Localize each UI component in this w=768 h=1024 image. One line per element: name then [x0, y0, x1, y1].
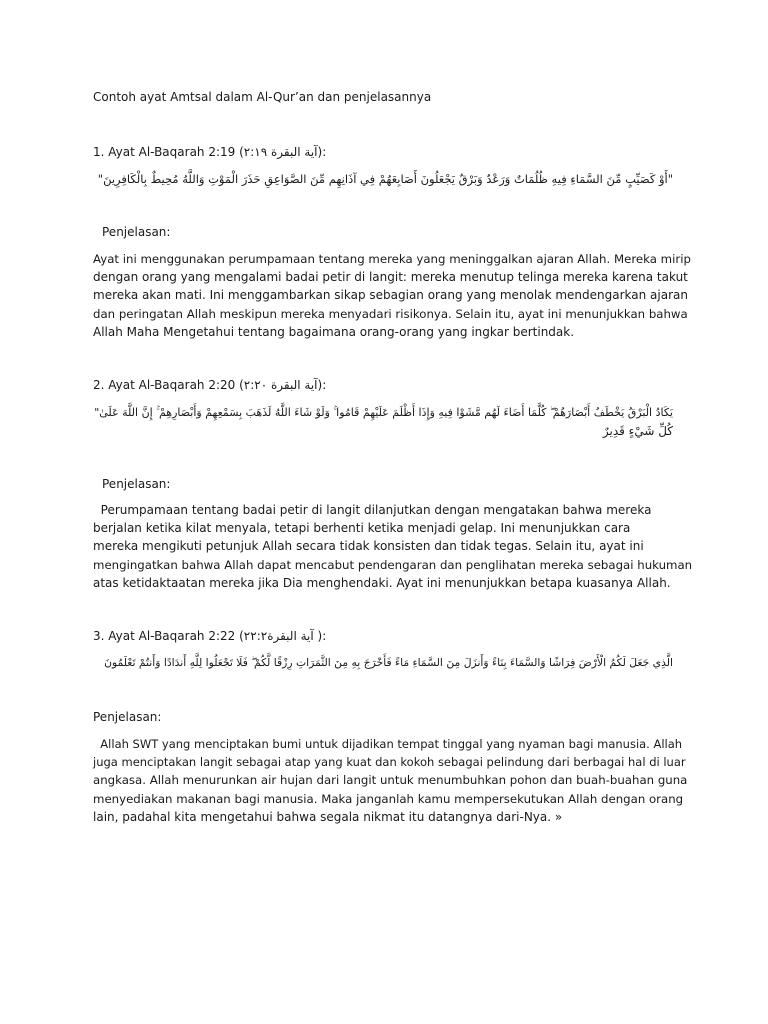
- section-3-line-2: juga menciptakan langit sebagai atap yang kuat dan kokoh sebagai pelindung dari berbagai hal di luar: [93, 755, 686, 770]
- section-2-explanation: [93, 501, 693, 592]
- section-3-arabic-line-1: الَّذِي جَعَلَ لَكُمُ الْأَرْضَ فِرَاشًا وَالسَّمَاءَ بِنَاءً وَأَنزَلَ مِنَ السَّمَاءِ مَاءً فَأَخْرَجَ بِهِ مِنَ الثَّمَرَاتِ رِزْقًا لَّكُمْ ۖ فَلَا تَجْعَلُوا لِلَّهِ أَندَادًا وَأَنتُمْ تَعْلَمُونَ: [104, 656, 673, 669]
- section-1-line-3: mereka akan mati. Ini menggambarkan sikap sebagian orang yang menolak mendengarkan ajaran: [93, 288, 688, 303]
- section-3-explanation-label: Penjelasan:: [93, 710, 162, 724]
- section-3-line-4: menyediakan makanan bagi manusia. Maka janganlah kamu mempersekutukan Allah dengan orang: [93, 791, 684, 806]
- section-2-line-4: mengingatkan bahwa Allah dapat mencabut pendengaran dan penglihatan mereka sebagai hukuman: [93, 557, 693, 572]
- section-1-line-2: dengan orang yang mengalami badai petir di langit: mereka menutup telinga mereka karena takut: [93, 270, 688, 285]
- section-2-arabic-line-1: يَكَادُ الْبَرْقُ يَخْطَفُ أَبْصَارَهُمْ ۖ كُلَّمَا أَضَاءَ لَهُم مَّشَوْا فِيهِ وَإِذَا أَظْلَمَ عَلَيْهِمْ قَامُوا ۚ وَلَوْ شَاءَ اللَّهُ لَذَهَبَ بِسَمْعِهِمْ وَأَبْصَارِهِمْ ۚ إِنَّ اللَّهَ عَلَىٰ": [94, 406, 673, 419]
- section-1-explanation: [93, 250, 691, 341]
- section-1-line-4: dan peringatan Allah meskipun mereka menyadari risikonya. Selain itu, ayat ini menunjukkan bahwa: [93, 306, 688, 321]
- document-title: Contoh ayat Amtsal dalam Al-Qur’an dan penjelasannya: [93, 90, 432, 104]
- section-2-heading: 2. Ayat Al-Baqarah 2:20 (آية البقرة ٢:٢٠):: [93, 378, 327, 392]
- section-2-line-1: Perumpamaan tentang badai petir di langit dilanjutkan dengan mengatakan bahwa mereka: [93, 503, 652, 517]
- section-2-explanation-label: Penjelasan:: [102, 477, 171, 491]
- section-3-line-3: angkasa. Allah menurunkan air hujan dari langit untuk menumbuhkan pohon dan buah-buahan guna: [93, 773, 688, 788]
- section-3-line-5: lain, padahal kita mengetahui bahwa segala nikmat itu datangnya dari-Nya. »: [93, 809, 563, 824]
- section-3-line-1: Allah SWT yang menciptakan bumi untuk dijadikan tempat tinggal yang nyaman bagi manusia. Allah: [93, 737, 683, 751]
- section-1-arabic-line-1: "أَوْ كَصَيِّبٍ مِّنَ السَّمَاءِ فِيهِ ظُلُمَاتٌ وَرَعْدٌ وَبَرْقٌ يَجْعَلُونَ أَصَابِعَهُمْ فِي آذَانِهِم مِّنَ الصَّوَاعِقِ حَذَرَ الْمَوْتِ وَاللَّهُ مُحِيطٌ بِالْكَافِرِينَ": [97, 172, 673, 186]
- section-1-line-5: Allah Maha Mengetahui tentang bagaimana orang-orang yang ingkar bertindak.: [93, 324, 575, 339]
- section-1-heading: 1. Ayat Al-Baqarah 2:19 (آية البقرة ٢:١٩):: [93, 145, 327, 159]
- section-2-line-2: berjalan ketika kilat menyala, tetapi berhenti ketika menjadi gelap. Ini menunjukkan cara: [93, 521, 631, 536]
- section-2-line-5: atas ketidaktaatan mereka jika Dia menghendaki. Ayat ini menunjukkan betapa kuasanya Allah.: [93, 575, 671, 590]
- section-3-heading: 3. Ayat Al-Baqarah 2:22 (آية البقرة٢٢:٢ ):: [93, 629, 327, 643]
- section-1-line-1: Ayat ini menggunakan perumpamaan tentang mereka yang meninggalkan ajaran Allah. Mereka mirip: [93, 252, 691, 266]
- section-3-explanation: [93, 735, 688, 826]
- section-2-arabic-line-2: كُلِّ شَيْءٍ قَدِيرٌ: [602, 424, 673, 438]
- section-2-line-3: mereka mengikuti petunjuk Allah secara tidak konsisten dan tidak tegas. Selain itu, ayat ini: [93, 539, 644, 554]
- section-1-explanation-label: Penjelasan:: [102, 225, 171, 239]
